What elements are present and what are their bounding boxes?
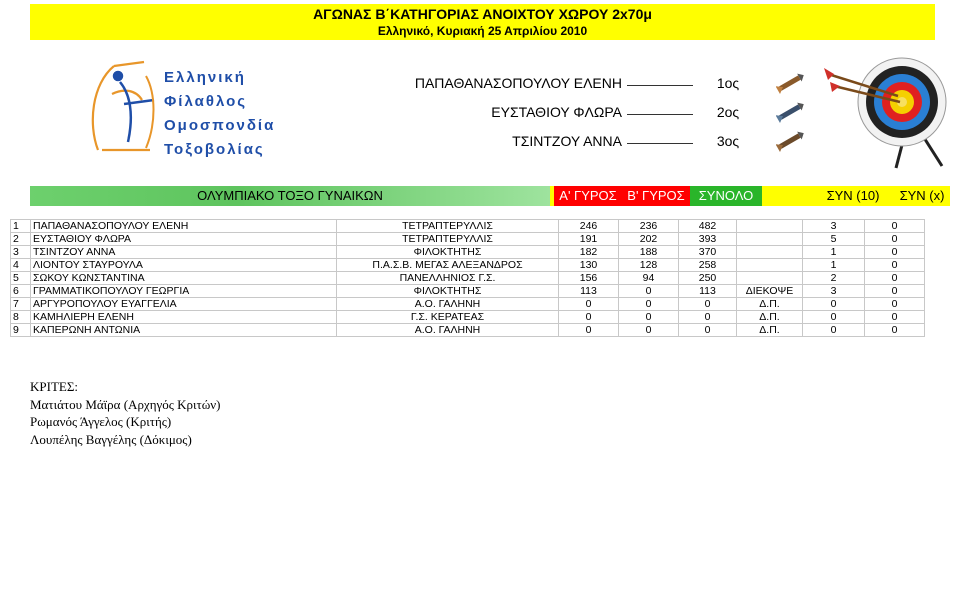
tens-cell: 3	[803, 220, 865, 233]
note-cell	[737, 220, 803, 233]
table-row	[11, 233, 925, 246]
round1-cell: 0	[559, 298, 619, 311]
podium-first-line	[627, 85, 693, 86]
name-cell: ΛΙΟΝΤΟΥ ΣΤΑΥΡΟΥΛΑ	[31, 259, 337, 272]
judge-item: Ρωμανός Άγγελος (Κριτής)	[30, 414, 172, 429]
judge-item: Λουπέλης Βαγγέλης (Δόκιμος)	[30, 431, 192, 447]
logo-line-4: Τοξοβολίας	[164, 141, 265, 158]
rank-cell: 1	[11, 220, 31, 233]
podium-second-place: 2ος	[716, 104, 740, 120]
note-cell	[737, 272, 803, 285]
table-row	[11, 272, 925, 285]
judges-heading: ΚΡΙΤΕΣ:	[30, 379, 79, 394]
archery-target-icon	[820, 52, 950, 170]
rank-cell: 3	[11, 246, 31, 259]
tens-cell: 5	[803, 233, 865, 246]
total-header: ΣΥΝΟΛΟ	[690, 186, 762, 206]
club-cell: ΠΑΝΕΛΛΗΝΙΟΣ Γ.Σ.	[337, 272, 559, 285]
xs-cell: 0	[865, 324, 925, 337]
total-cell: 258	[679, 259, 737, 272]
round2-cell: 0	[619, 324, 679, 337]
judges-section	[30, 378, 221, 448]
judge-item: Ματιάτου Μάϊρα (Αρχηγός Κριτών)	[30, 396, 221, 412]
club-cell: ΤΕΤΡΑΠΤΕΡΥΛΛΙΣ	[337, 233, 559, 246]
rank-cell: 9	[11, 324, 31, 337]
table-row	[11, 298, 925, 311]
tens-cell: 2	[803, 272, 865, 285]
xs-cell: 0	[865, 285, 925, 298]
xs-header: ΣΥΝ (x)	[899, 188, 945, 203]
round1-cell: 0	[559, 324, 619, 337]
table-row	[11, 220, 925, 233]
xs-cell: 0	[865, 298, 925, 311]
podium-second-line	[627, 114, 693, 115]
round1-cell: 156	[559, 272, 619, 285]
podium-second-name: ΕΥΣΤΑΘΙΟΥ ΦΛΩΡΑ	[491, 104, 622, 120]
page-title: ΑΓΩΝΑΣ Β΄ΚΑΤΗΓΟΡΙΑΣ ΑΝΟΙΧΤΟΥ ΧΩΡΟΥ 2x70μ	[313, 6, 652, 22]
podium-third-line	[627, 143, 693, 144]
note-cell	[737, 259, 803, 272]
tens-cell: 3	[803, 285, 865, 298]
rank-cell: 2	[11, 233, 31, 246]
arrow-third-icon	[776, 128, 806, 154]
tens-cell: 1	[803, 246, 865, 259]
round2-cell: 94	[619, 272, 679, 285]
note-cell: ΔΙΕΚΟΨΕ	[737, 285, 803, 298]
results-table	[10, 219, 925, 337]
name-cell: ΚΑΜΗΛΙΕΡΗ ΕΛΕΝΗ	[31, 311, 337, 324]
club-cell: Π.Α.Σ.Β. ΜΕΓΑΣ ΑΛΕΞΑΝΔΡΟΣ	[337, 259, 559, 272]
name-cell: ΣΩΚΟΥ ΚΩΝΣΤΑΝΤΙΝΑ	[31, 272, 337, 285]
results-header-bar	[30, 186, 950, 206]
category-header: ΟΛΥΜΠΙΑΚΟ ΤΟΞΟ ΓΥΝΑΙΚΩΝ	[30, 186, 550, 206]
round2-cell: 0	[619, 311, 679, 324]
rank-cell: 6	[11, 285, 31, 298]
round1-cell: 113	[559, 285, 619, 298]
table-row	[11, 246, 925, 259]
page-subtitle: Ελληνικό, Κυριακή 25 Απριλίου 2010	[377, 24, 588, 38]
table-row	[11, 285, 925, 298]
tens-cell: 0	[803, 324, 865, 337]
club-cell: Α.Ο. ΓΑΛΗΝΗ	[337, 324, 559, 337]
round1-cell: 0	[559, 311, 619, 324]
total-cell: 0	[679, 324, 737, 337]
podium-third-name: ΤΣΙΝΤΖΟΥ ΑΝΝΑ	[512, 133, 622, 149]
table-row	[11, 324, 925, 337]
round2-cell: 0	[619, 298, 679, 311]
xs-cell: 0	[865, 233, 925, 246]
total-cell: 0	[679, 298, 737, 311]
note-cell: Δ.Π.	[737, 311, 803, 324]
logo-line-1: Ελληνική	[164, 69, 246, 86]
rank-cell: 8	[11, 311, 31, 324]
round1-header: Α' ΓΥΡΟΣ	[554, 186, 622, 206]
name-cell: ΕΥΣΤΑΘΙΟΥ ΦΛΩΡΑ	[31, 233, 337, 246]
total-cell: 370	[679, 246, 737, 259]
table-row	[11, 311, 925, 324]
name-cell: ΤΣΙΝΤΖΟΥ ΑΝΝΑ	[31, 246, 337, 259]
round2-cell: 128	[619, 259, 679, 272]
xs-cell: 0	[865, 246, 925, 259]
podium-first-place: 1ος	[716, 75, 740, 91]
name-cell: ΚΑΠΕΡΩΝΗ ΑΝΤΩΝΙΑ	[31, 324, 337, 337]
round2-cell: 202	[619, 233, 679, 246]
total-cell: 482	[679, 220, 737, 233]
club-cell: ΦΙΛΟΚΤΗΤΗΣ	[337, 246, 559, 259]
name-cell: ΓΡΑΜΜΑΤΙΚΟΠΟΥΛΟΥ ΓΕΩΡΓΙΑ	[31, 285, 337, 298]
club-cell: ΦΙΛΟΚΤΗΤΗΣ	[337, 285, 559, 298]
name-cell: ΑΡΓΥΡΟΠΟΥΛΟΥ ΕΥΑΓΓΕΛΙΑ	[31, 298, 337, 311]
round2-cell: 188	[619, 246, 679, 259]
logo-line-3: Ομοσπονδία	[164, 117, 276, 134]
club-cell: ΤΕΤΡΑΠΤΕΡΥΛΛΙΣ	[337, 220, 559, 233]
rank-cell: 4	[11, 259, 31, 272]
tens-cell: 1	[803, 259, 865, 272]
club-cell: Α.Ο. ΓΑΛΗΝΗ	[337, 298, 559, 311]
round1-cell: 182	[559, 246, 619, 259]
title-banner	[30, 4, 935, 40]
xs-cell: 0	[865, 311, 925, 324]
arrow-second-icon	[776, 99, 806, 125]
tens-cell: 0	[803, 298, 865, 311]
xs-cell: 0	[865, 272, 925, 285]
total-cell: 393	[679, 233, 737, 246]
round2-cell: 236	[619, 220, 679, 233]
note-cell	[737, 233, 803, 246]
note-cell	[737, 246, 803, 259]
podium-first-name: ΠΑΠΑΘΑΝΑΣΟΠΟΥΛΟΥ ΕΛΕΝΗ	[414, 75, 622, 91]
total-cell: 113	[679, 285, 737, 298]
round1-cell: 191	[559, 233, 619, 246]
round2-header: Β' ΓΥΡΟΣ	[622, 186, 690, 206]
round1-cell: 130	[559, 259, 619, 272]
tens-header: ΣΥΝ (10)	[826, 188, 880, 203]
total-cell: 250	[679, 272, 737, 285]
logo-line-2: Φίλαθλος	[164, 93, 248, 110]
xs-cell: 0	[865, 259, 925, 272]
rank-cell: 5	[11, 272, 31, 285]
total-cell: 0	[679, 311, 737, 324]
round2-cell: 0	[619, 285, 679, 298]
rank-cell: 7	[11, 298, 31, 311]
tens-cell: 0	[803, 311, 865, 324]
arrow-first-icon	[776, 70, 806, 96]
name-cell: ΠΑΠΑΘΑΝΑΣΟΠΟΥΛΟΥ ΕΛΕΝΗ	[31, 220, 337, 233]
note-cell: Δ.Π.	[737, 298, 803, 311]
podium-third-place: 3ος	[716, 133, 740, 149]
federation-logo	[84, 54, 290, 162]
note-cell: Δ.Π.	[737, 324, 803, 337]
round1-cell: 246	[559, 220, 619, 233]
table-row	[11, 259, 925, 272]
club-cell: Γ.Σ. ΚΕΡΑΤΕΑΣ	[337, 311, 559, 324]
xs-cell: 0	[865, 220, 925, 233]
